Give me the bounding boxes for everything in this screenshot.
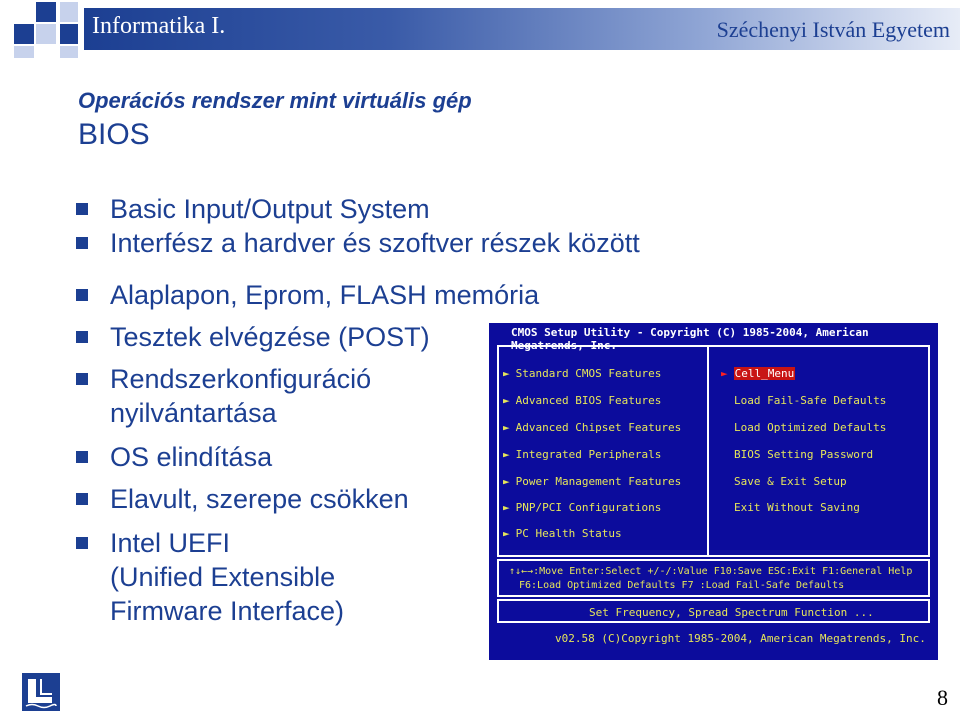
slide-header [0, 0, 960, 60]
bios-menu-item[interactable] [503, 501, 661, 514]
bios-menu-divider [707, 345, 709, 557]
page-number: 8 [937, 685, 948, 710]
arrow-right-icon: ► [503, 394, 510, 407]
decor-square [60, 46, 78, 58]
arrow-right-icon: ► [503, 501, 510, 514]
bullet-item [76, 320, 430, 354]
bios-menu-item[interactable] [503, 527, 622, 540]
bios-menu-label: BIOS Setting Password [734, 448, 874, 461]
bios-menu-label: Exit Without Saving [734, 501, 860, 514]
bios-menu-item[interactable] [503, 394, 661, 407]
bullet-text: Rendszerkonfiguráció [110, 364, 372, 394]
course-title: Informatika I. [92, 13, 226, 39]
bullet-text: OS elindítása [110, 442, 273, 472]
bullet-text: Tesztek elvégzése (POST) [110, 322, 430, 352]
bios-menu-item[interactable] [734, 475, 847, 488]
bullet-text: nyilvántartása [110, 398, 277, 428]
square-bullet-icon [76, 451, 88, 463]
bios-version-text: v02.58 (C)Copyright 1985-2004, American Megatrends, Inc. [555, 632, 926, 645]
bios-help-text: Set Frequency, Spread Spectrum Function ... [589, 606, 874, 619]
bios-menu-label: PNP/PCI Configurations [515, 501, 662, 514]
bios-keys-line: ↑↓←→:Move Enter:Select +/-/:Value F10:Save ESC:Exit F1:General Help [509, 566, 913, 577]
bios-menu-item[interactable] [734, 501, 860, 514]
bullet-item [76, 226, 640, 260]
bullet-text: Firmware Interface) [110, 596, 345, 626]
bios-menu-item[interactable] [503, 367, 661, 380]
bios-menu-label: Load Optimized Defaults [734, 421, 887, 434]
bios-menu-label: Power Management Features [515, 475, 682, 488]
arrow-right-icon: ► [721, 367, 728, 380]
square-bullet-icon [76, 373, 88, 385]
university-name: Széchenyi István Egyetem [716, 17, 950, 42]
bullet-item [76, 362, 371, 430]
bios-menu-item[interactable] [734, 421, 886, 434]
slide-title: Operációs rendszer mint virtuális gép [78, 88, 472, 113]
decor-square [14, 46, 34, 58]
bios-menu-label: Standard CMOS Features [515, 367, 662, 380]
bullet-text: Basic Input/Output System [110, 194, 430, 224]
square-bullet-icon [76, 493, 88, 505]
bios-menu-label: Cell_Menu [734, 367, 795, 380]
square-bullet-icon [76, 289, 88, 301]
decor-square [14, 24, 34, 44]
arrow-right-icon: ► [503, 421, 510, 434]
bios-menu-label: PC Health Status [515, 527, 622, 540]
bullet-text: Intel UEFI [110, 528, 231, 558]
bios-keys-box [497, 559, 930, 597]
decor-square [60, 24, 78, 44]
bullet-item [76, 482, 409, 516]
bios-menu-label: Advanced Chipset Features [515, 421, 682, 434]
square-bullet-icon [76, 237, 88, 249]
bios-menu-item[interactable] [734, 394, 886, 407]
bullet-text: Alaplapon, Eprom, FLASH memória [110, 280, 540, 310]
decor-square [60, 2, 78, 22]
bios-menu-label: Save & Exit Setup [734, 475, 847, 488]
decor-square [36, 24, 56, 44]
bios-menu-label: Integrated Peripherals [515, 448, 662, 461]
bios-menu-item-selected[interactable] [721, 367, 795, 380]
bios-screenshot [489, 323, 938, 660]
bios-menu-item[interactable] [503, 475, 681, 488]
square-bullet-icon [76, 331, 88, 343]
bios-menu-item[interactable] [503, 421, 681, 434]
university-logo [22, 673, 60, 711]
bios-keys-line: F6:Load Optimized Defaults F7 :Load Fail-Safe Defaults [519, 580, 845, 591]
arrow-right-icon: ► [503, 367, 510, 380]
bullet-text: (Unified Extensible [110, 562, 336, 592]
square-bullet-icon [76, 203, 88, 215]
bios-title-bar [489, 323, 938, 352]
bios-menu-item[interactable] [734, 448, 873, 461]
slide-subtitle: BIOS [78, 118, 150, 151]
bullet-text: Interfész a hardver és szoftver részek között [110, 228, 640, 258]
bullet-item [76, 526, 344, 628]
logo-graphic [22, 673, 60, 711]
bullet-text: Elavult, szerepe csökken [110, 484, 409, 514]
arrow-right-icon: ► [503, 475, 510, 488]
arrow-right-icon: ► [503, 448, 510, 461]
bullet-item [76, 192, 430, 226]
arrow-right-icon: ► [503, 527, 510, 540]
bullet-item [76, 278, 539, 312]
square-bullet-icon [76, 537, 88, 549]
bios-menu-label: Advanced BIOS Features [515, 394, 662, 407]
decor-square [36, 2, 56, 22]
bullet-item [76, 440, 272, 474]
bios-title-text: CMOS Setup Utility - Copyright (C) 1985-2004, American Megatrends, Inc. [511, 326, 869, 352]
bios-menu-item[interactable] [503, 448, 661, 461]
bios-menu-label: Load Fail-Safe Defaults [734, 394, 887, 407]
